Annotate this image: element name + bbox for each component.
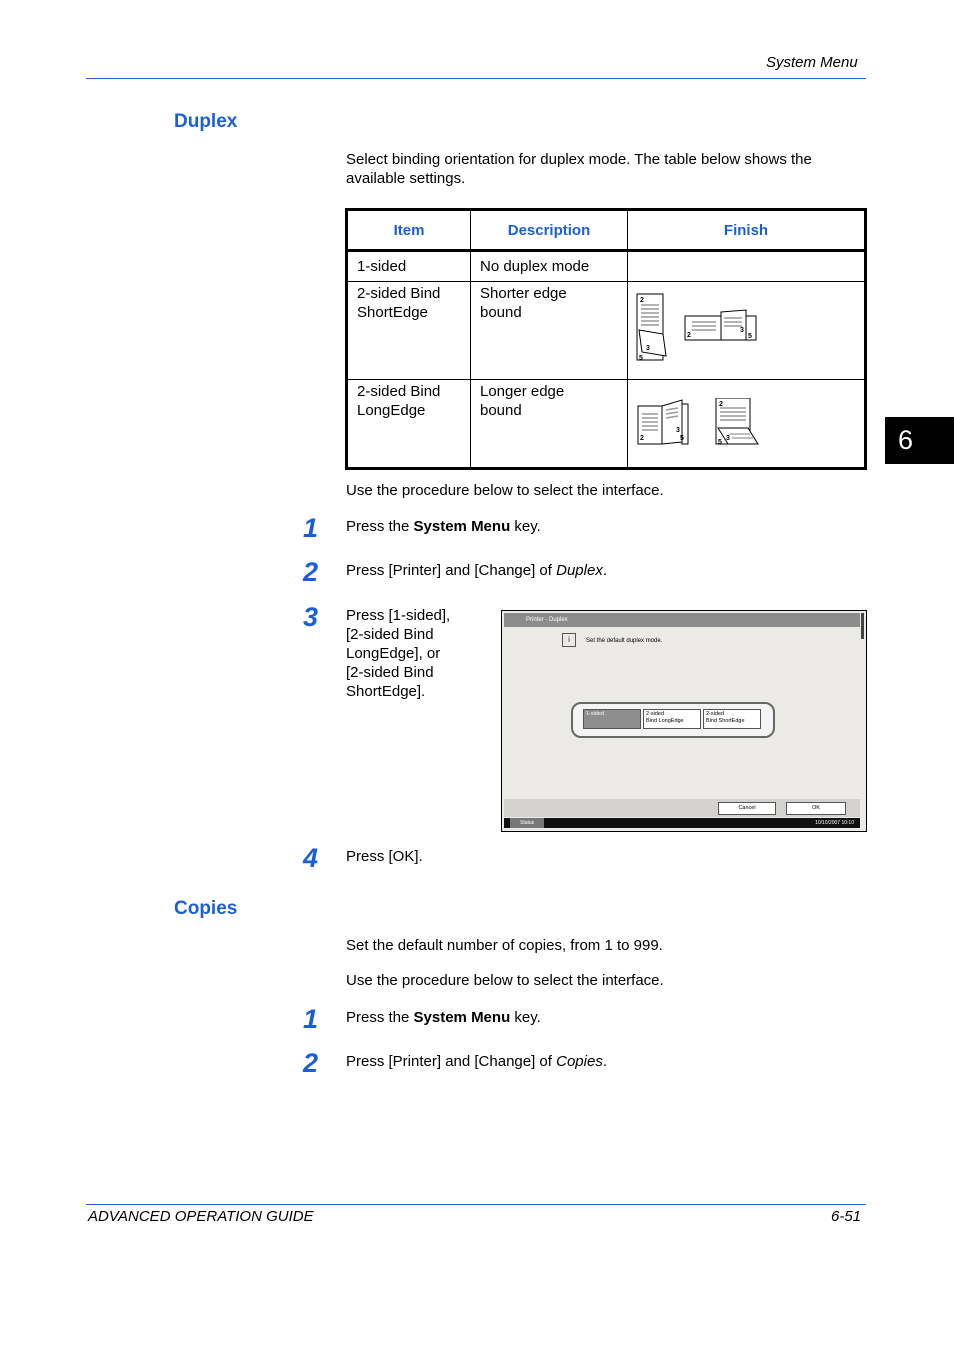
duplex-heading: Duplex xyxy=(174,111,238,132)
table-row xyxy=(347,282,866,380)
svg-text:2: 2 xyxy=(640,297,644,304)
finish-cell xyxy=(628,380,866,469)
step-text-part: Press the xyxy=(346,518,414,535)
table-row xyxy=(347,251,866,282)
cancel-button[interactable]: Cancel xyxy=(718,802,776,815)
option-label: Bind LongEdge xyxy=(646,718,684,724)
svg-text:5: 5 xyxy=(639,355,643,362)
duplex-procedure-intro: Use the procedure below to select the interface. xyxy=(346,482,664,499)
svg-text:3: 3 xyxy=(726,435,730,442)
table-cell: No duplex mode xyxy=(471,251,628,282)
step-text-part: Press [Printer] and [Change] of xyxy=(346,562,557,579)
step-number: 1 xyxy=(303,513,319,543)
duplex-intro: Select binding orientation for duplex mode. The table below shows the available settings. xyxy=(346,151,812,187)
svg-text:5: 5 xyxy=(680,435,684,442)
svg-text:3: 3 xyxy=(740,327,744,334)
step-line: LongEdge], or xyxy=(346,645,441,662)
footer-rule xyxy=(86,1204,866,1205)
step-text-part: . xyxy=(602,562,607,579)
step-text xyxy=(346,1052,607,1071)
step-line: Press [1-sided], xyxy=(346,607,451,624)
step-text-part: key. xyxy=(510,518,541,535)
svg-text:5: 5 xyxy=(718,439,722,446)
table-cell: 2-sided Bind ShortEdge xyxy=(347,282,471,380)
short-edge-binding-illustration xyxy=(636,292,766,364)
status-datetime: 10/10/2007 10:10 xyxy=(815,820,854,826)
option-label: 1-sided xyxy=(586,711,605,717)
step-line: ShortEdge]. xyxy=(346,683,426,700)
svg-text:2: 2 xyxy=(640,435,644,442)
running-header: System Menu xyxy=(766,54,858,71)
status-bar xyxy=(504,818,860,828)
option-bind-shortedge-button[interactable] xyxy=(703,709,761,729)
header-rule xyxy=(86,78,866,79)
step-line: [2-sided Bind xyxy=(346,626,434,643)
step-text: Press [OK]. xyxy=(346,848,423,865)
copies-intro: Set the default number of copies, from 1 to 999. xyxy=(346,937,663,954)
status-button[interactable]: Status xyxy=(510,818,544,828)
ok-button[interactable]: OK xyxy=(786,802,846,815)
page-number: 6-51 xyxy=(831,1208,862,1225)
finish-cell xyxy=(628,282,866,380)
table-cell: 1-sided xyxy=(347,251,471,282)
option-label: Bind ShortEdge xyxy=(706,718,745,724)
finish-cell xyxy=(628,251,866,282)
option-1-sided-button[interactable] xyxy=(583,709,641,729)
panel-message: Set the default duplex mode. xyxy=(586,638,663,644)
step-text xyxy=(346,1008,541,1027)
option-bind-longedge-button[interactable] xyxy=(643,709,701,729)
table-cell: 2-sided Bind LongEdge xyxy=(347,380,471,469)
step-number: 4 xyxy=(303,843,319,873)
step-text xyxy=(346,561,607,580)
table-row xyxy=(347,380,866,469)
duplex-option-group xyxy=(571,702,775,738)
step-line: [2-sided Bind xyxy=(346,664,434,681)
panel-title: Printer - Duplex xyxy=(504,613,860,627)
panel-scrollbar xyxy=(861,613,864,639)
table-cell: Shorter edge bound xyxy=(471,282,628,380)
key-name: System Menu xyxy=(413,1009,511,1026)
setting-name: Duplex xyxy=(556,562,603,579)
step-text xyxy=(346,606,450,701)
table-header: Finish xyxy=(628,210,866,251)
svg-text:3: 3 xyxy=(676,427,680,434)
svg-text:2: 2 xyxy=(687,332,691,339)
step-text-part: . xyxy=(602,1053,607,1070)
svg-text:2: 2 xyxy=(719,401,723,408)
key-name: System Menu xyxy=(413,518,511,535)
table-cell: Longer edge bound xyxy=(471,380,628,469)
info-icon: i xyxy=(562,633,576,647)
table-header: Description xyxy=(471,210,628,251)
duplex-settings-table xyxy=(345,208,867,470)
step-number: 2 xyxy=(303,557,319,587)
chapter-tab: 6 xyxy=(885,417,954,464)
step-text-part: key. xyxy=(510,1009,541,1026)
step-text-part: Press the xyxy=(346,1009,414,1026)
svg-text:5: 5 xyxy=(748,333,752,340)
copies-procedure-intro: Use the procedure below to select the interface. xyxy=(346,972,664,989)
long-edge-binding-illustration xyxy=(636,398,766,448)
operation-panel-screenshot xyxy=(501,610,867,832)
setting-name: Copies xyxy=(556,1053,603,1070)
option-label: 2-sided xyxy=(706,711,725,717)
step-number: 2 xyxy=(303,1048,319,1078)
option-label: 2-sided xyxy=(646,711,665,717)
step-text-part: Press [Printer] and [Change] of xyxy=(346,1053,557,1070)
copies-heading: Copies xyxy=(174,898,238,919)
step-number: 3 xyxy=(303,602,319,632)
footer-guide-title: ADVANCED OPERATION GUIDE xyxy=(88,1208,314,1225)
svg-text:3: 3 xyxy=(646,345,650,352)
step-number: 1 xyxy=(303,1004,319,1034)
table-header-row xyxy=(347,210,866,251)
panel-action-bar xyxy=(504,799,860,817)
step-text xyxy=(346,517,541,536)
table-header: Item xyxy=(347,210,471,251)
